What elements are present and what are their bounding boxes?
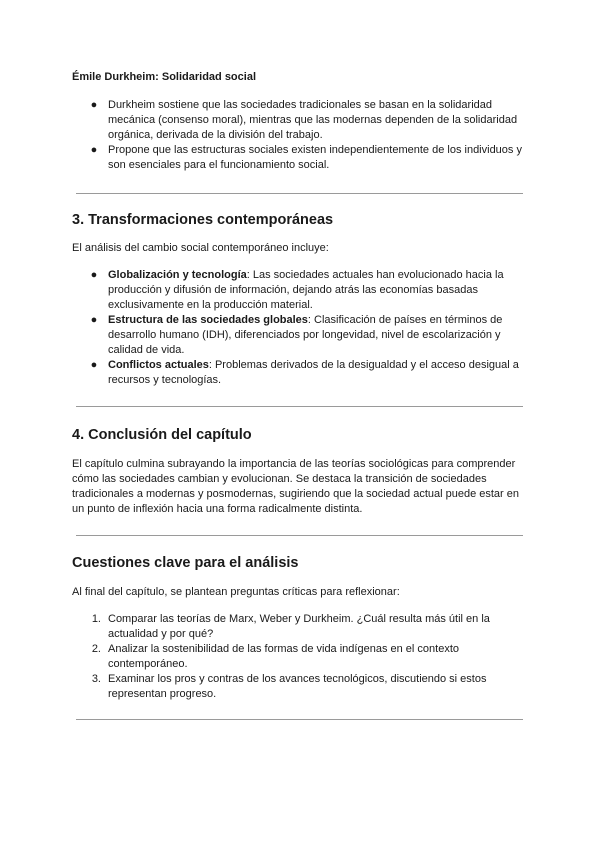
section-divider	[76, 719, 523, 720]
list-item-text: Analizar la sostenibilidad de las formas de vida indígenas en el contexto contemporáneo.	[108, 643, 459, 670]
list-item	[72, 672, 532, 702]
list-item-text: Durkheim sostiene que las sociedades tradicionales se basan en la solidaridad mecánica (consenso moral), mientras que las modernas dependen de la solidaridad orgánica, derivada de la división del trabajo.	[108, 99, 518, 141]
list-item	[72, 313, 532, 358]
list-item-text: Comparar las teorías de Marx, Weber y Durkheim. ¿Cuál resulta más útil en la actualidad y por qué?	[108, 613, 490, 640]
list-number: 3.	[91, 673, 101, 685]
list-item-text: : Las sociedades actuales han evolucionado hacia la producción y difusión de información, dejando atrás las economías basadas exclusivamente en la producción material.	[108, 269, 504, 311]
bullet-marker: ●	[90, 359, 98, 371]
questions-intro: Al final del capítulo, se plantean preguntas críticas para reflexionar:	[72, 586, 400, 598]
bullet-marker: ●	[90, 314, 98, 326]
bullet-marker: ●	[90, 269, 98, 281]
list-number: 2.	[91, 643, 101, 655]
durkheim-bullet-list	[72, 98, 532, 173]
section-4-heading: 4. Conclusión del capítulo	[72, 427, 252, 443]
section-divider	[76, 406, 523, 407]
list-item-term: Conflictos actuales	[108, 359, 209, 371]
list-item-text: Propone que las estructuras sociales existen independientemente de los individuos y son esenciales para el funcionamiento social.	[108, 144, 522, 171]
bullet-marker: ●	[90, 144, 98, 156]
list-item	[72, 642, 532, 672]
list-item-term: Globalización y tecnología	[108, 269, 247, 281]
list-item-term: Estructura de las sociedades globales	[108, 314, 308, 326]
list-number: 1.	[91, 613, 101, 625]
list-item	[72, 98, 532, 143]
list-item	[72, 143, 532, 173]
list-item-text: : Problemas derivados de la desigualdad y el acceso desigual a recursos y tecnologías.	[108, 359, 519, 386]
durkheim-heading: Émile Durkheim: Solidaridad social	[72, 71, 256, 83]
section-divider	[76, 535, 523, 536]
list-item-text: : Clasificación de países en términos de desarrollo humano (IDH), diferenciados por longevidad, nivel de escolarización y calidad de vida.	[108, 314, 503, 356]
list-item-text: Examinar los pros y contras de los avances tecnológicos, discutiendo si estos representan progreso.	[108, 673, 487, 700]
section-divider	[76, 193, 523, 194]
list-item	[72, 612, 532, 642]
section-3-intro: El análisis del cambio social contemporáneo incluye:	[72, 242, 329, 254]
list-item	[72, 358, 532, 388]
section-4-body: El capítulo culmina subrayando la importancia de las teorías sociológicas para comprender cómo las sociedades cambian y evolucionan. Se destaca la transición de sociedades tradicionales a modernas y posmodernas, sugiriendo que la sociedad actual puede estar en un punto de inflexión hacia una forma radicalmente distinta.	[72, 458, 520, 515]
questions-heading: Cuestiones clave para el análisis	[72, 555, 299, 571]
section-3-bullet-list	[72, 268, 532, 388]
questions-numbered-list	[72, 612, 532, 702]
list-item	[72, 268, 532, 313]
section-3-heading: 3. Transformaciones contemporáneas	[72, 212, 334, 228]
bullet-marker: ●	[90, 99, 98, 111]
